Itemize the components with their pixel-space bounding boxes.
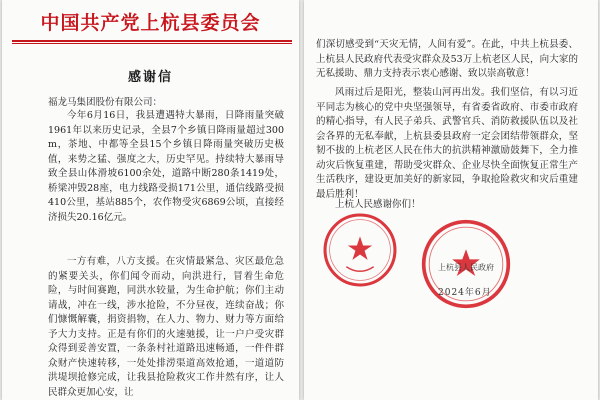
paragraph-support: 一方有难，八方支援。在灾情最紧急、灾区最危急的紧要关头，你们闻令而动，向洪进行，冒着生命危险，与时间赛跑，同洪水较量，为生命护航；你们主动请战，冲在一线，涉水抢险，不分昼夜，连续奋战；你们慷慨解囊，捐资捐物，在人力、物力、财力等方面给予大力支持。正是有你们的火速驰援，让一户户受灾群众得到妥善安置，一条条村社道路迅速畅通，一件件群众财产快速转移，一处处排涝渠道高效抢通，一道道防洪堤坝抢修完成，让我县抢险救灾工作井然有序，让人民群众更加心安，让 bbox=[48, 256, 284, 398]
paragraph-support-continued: 们深切感受到“天灾无情，人间有爱”。在此，中共上杭县委、上杭县人民政府代表受灾群众及53万上杭老区人民，向大家的无私援助、鼎力支持表示衷心感谢、致以崇高敬意！ bbox=[316, 39, 578, 79]
letterhead-rule-thin bbox=[12, 43, 292, 44]
letterhead-rule bbox=[12, 40, 292, 42]
date-line: 2024年6月 bbox=[438, 288, 492, 298]
paragraph-disaster: 今年6月16日，我县遭遇特大暴雨，日降雨量突破1961年以来历史记录，全县7个乡镇日降雨量超过300 m，茶地、中都等全县15个乡镇日降雨量突破历史极值，来势之猛、强度之大，历史罕见。持续特大暴雨导致全县山体滑坡6100余处，道路中断280条1419处，桥梁冲毁28座，电力线路受损171公里，通信线路受损410公里，基站885个，农作物受灾6869公顷，直接经济损失20.16亿元。 bbox=[48, 110, 284, 223]
paragraph-reconstruction: 风雨过后是阳光，整装山河再出发。我们坚信，有以习近平同志为核心的党中央坚强领导，有省委省政府、市委市政府的精心指导，有人民子弟兵、武警官兵、消防救援队伍以及社会各界的无私奉献，上杭县委县政府一定会团结带领群众，坚韧不拔的上杭老区人民在伟大的抗洪精神激励鼓舞下，全力推动灾后恢复重建，帮助受灾群众、企业尽快全面恢复正常生产生活秩序，建设更加美好的新家园，争取抢险救灾和灾后重建最后胜利！ bbox=[316, 87, 578, 200]
salutation: 福龙马集团股份有限公司： bbox=[48, 97, 163, 108]
letterhead: 中国共产党上杭县委员会 bbox=[40, 12, 261, 34]
signature: 上杭县人民政府 bbox=[438, 263, 494, 272]
letter-page-right bbox=[304, 0, 598, 400]
document-title: 感谢信 bbox=[127, 70, 173, 85]
closing-line: 上杭人民感谢你们！ bbox=[335, 199, 421, 210]
letter-page-left bbox=[2, 0, 299, 400]
party-committee-seal bbox=[322, 212, 398, 288]
